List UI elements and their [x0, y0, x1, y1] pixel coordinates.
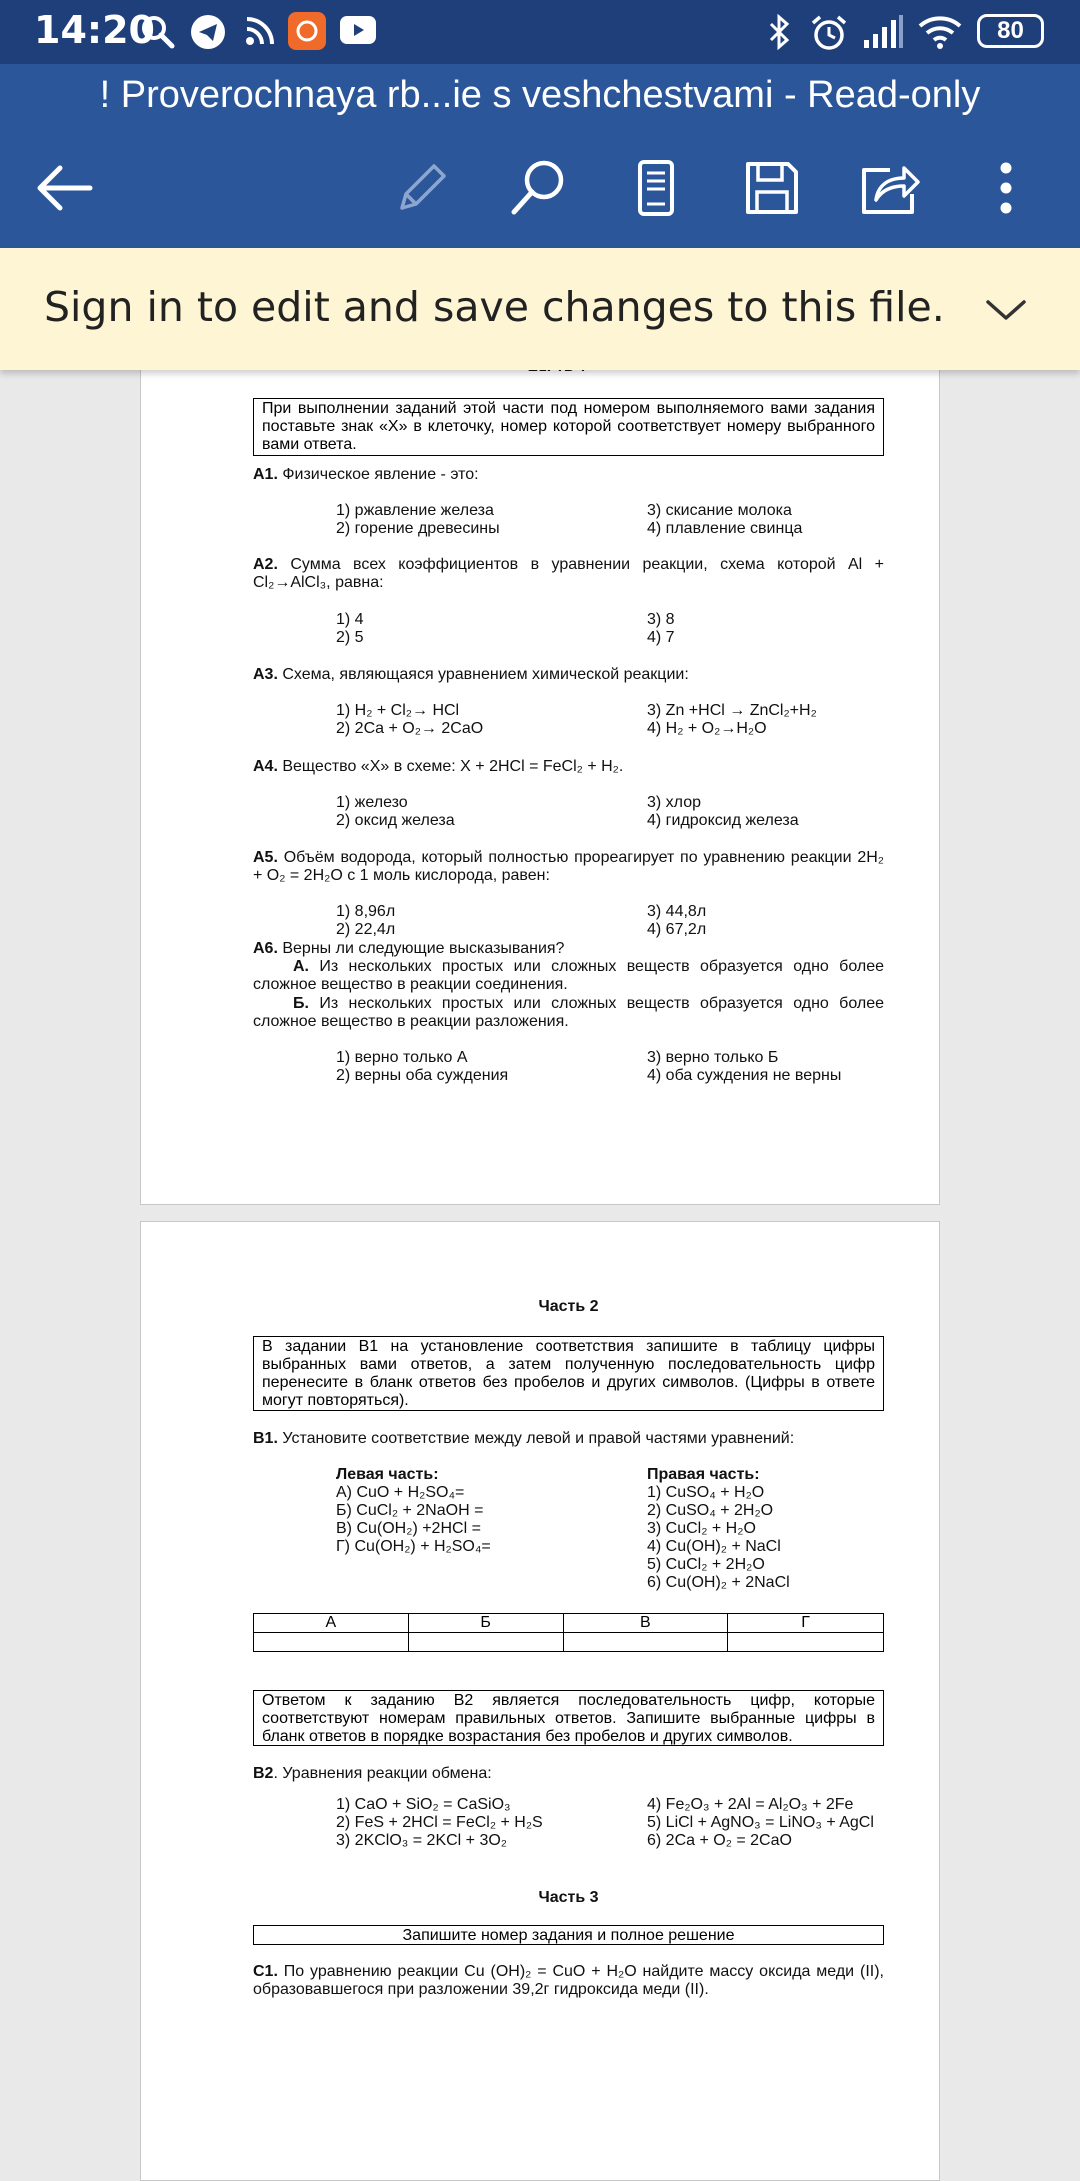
- alarm-icon: [810, 14, 848, 52]
- edit-button[interactable]: [384, 150, 460, 226]
- bluetooth-icon: [767, 14, 793, 50]
- search-icon: [140, 14, 176, 50]
- table-header-b: Б: [408, 1614, 563, 1633]
- a2-option-2: 2) 5: [336, 629, 364, 646]
- b1-left-4: Г) Cu(OH₂) + H₂SO₄=: [336, 1538, 491, 1555]
- arrow-left-icon: [34, 163, 94, 213]
- table-header-g: Г: [728, 1614, 884, 1633]
- a5-option-1: 1) 8,96л: [336, 903, 396, 920]
- wifi-icon: [918, 14, 962, 50]
- a1-option-4: 4) плавление свинца: [647, 520, 803, 537]
- save-button[interactable]: [734, 150, 810, 226]
- question-b2: В2. Уравнения реакции обмена:: [253, 1765, 492, 1782]
- a3-option-2: 2) 2Ca + O₂→ 2CaO: [336, 720, 484, 737]
- part1-instructions: При выполнении заданий этой части под номером выполняемого вами задания поставьте знак «Х» в клеточку, номер которой соответствует номеру выбранного вами ответа.: [253, 398, 884, 456]
- telegram-icon: [190, 14, 226, 50]
- answer-cell-v: [563, 1633, 728, 1652]
- share-icon: [860, 160, 920, 216]
- mobile-view-icon: [636, 159, 676, 217]
- b1-answer-table: [253, 1613, 884, 1652]
- b2-option-2: 2) FeS + 2HCl = FeCl₂ + H₂S: [336, 1814, 543, 1831]
- question-a6: А6. Верны ли следующие высказывания?: [253, 940, 565, 957]
- more-vertical-icon: [996, 160, 1016, 216]
- youtube-icon: [340, 16, 376, 44]
- a3-option-3: 3) Zn +HCl → ZnCl₂+H₂: [647, 702, 817, 719]
- b1-right-3: 3) CuCl₂ + H₂O: [647, 1520, 756, 1537]
- a5-option-3: 3) 44,8л: [647, 903, 707, 920]
- b1-right-1: 1) CuSO₄ + H₂O: [647, 1484, 765, 1501]
- a1-option-1: 1) ржавление железа: [336, 502, 494, 519]
- a2-option-1: 1) 4: [336, 611, 364, 628]
- status-time: 14:20: [34, 8, 155, 52]
- b1-right-2: 2) CuSO₄ + 2H₂O: [647, 1502, 774, 1519]
- a4-option-2: 2) оксид железа: [336, 812, 455, 829]
- b1-instructions: В задании В1 на установление соответствия запишите в таблицу цифры выбранных вами ответов, а затем полученную последовательность цифр перенесите в бланк ответов без пробелов и других символов. (Цифры в ответе могут повторяться).: [253, 1336, 884, 1411]
- a3-option-1: 1) H₂ + Cl₂→ HCl: [336, 702, 460, 719]
- b2-option-3: 3) 2KClO₃ = 2KCl + 3O₂: [336, 1832, 508, 1849]
- b1-left-title: Левая часть:: [336, 1466, 439, 1483]
- signin-banner-text: Sign in to edit and save changes to this file.: [44, 283, 945, 331]
- b1-right-6: 6) Cu(OH)₂ + 2NaCl: [647, 1574, 790, 1591]
- search-icon: [508, 158, 568, 218]
- part3-heading: Часть 3: [538, 1889, 599, 1906]
- b2-option-6: 6) 2Ca + O₂ = 2CaO: [647, 1832, 792, 1849]
- battery-indicator: 80: [977, 14, 1044, 48]
- b1-left-2: Б) CuCl₂ + 2NaOH =: [336, 1502, 484, 1519]
- a2-option-3: 3) 8: [647, 611, 675, 628]
- part3-instructions: Запишите номер задания и полное решение: [253, 1925, 884, 1945]
- reading-view-button[interactable]: [618, 150, 694, 226]
- a1-option-2: 2) горение древесины: [336, 520, 500, 537]
- a6-statement-a: А. Из нескольких простых или сложных веществ образуется одно более сложное вещество в реакции соединения.: [253, 958, 884, 993]
- pencil-icon: [394, 160, 450, 216]
- b1-right-4: 4) Cu(OH)₂ + NaCl: [647, 1538, 781, 1555]
- signal-icon: [862, 14, 904, 50]
- answer-cell-b: [408, 1633, 563, 1652]
- a1-option-3: 3) скисание молока: [647, 502, 792, 519]
- question-a2: А2. Сумма всех коэффициентов в уравнении реакции, схема которой Al + Cl₂→AlCl₃, равна:: [253, 556, 884, 591]
- share-button[interactable]: [852, 150, 928, 226]
- question-a3: А3. Схема, являющаяся уравнением химической реакции:: [253, 666, 689, 683]
- question-c1: С1. По уравнению реакции Cu (OH)₂ = CuO + H₂O найдите массу оксида меди (II), образовавшегося при разложении 39,2г гидроксида меди (II).: [253, 1963, 884, 1998]
- status-bar: [0, 0, 1080, 64]
- document-title: ! Proverochnaya rb...ie s veshchestvami - Read-only: [99, 74, 981, 116]
- a6-option-3: 3) верно только Б: [647, 1049, 779, 1066]
- a6-option-4: 4) оба суждения не верны: [647, 1067, 842, 1084]
- a5-option-4: 4) 67,2л: [647, 921, 707, 938]
- search-button[interactable]: [500, 150, 576, 226]
- signin-banner[interactable]: [0, 248, 1080, 370]
- a6-statement-b: Б. Из нескольких простых или сложных веществ образуется одно более сложное вещество в реакции разложения.: [253, 995, 885, 1030]
- a3-option-4: 4) H₂ + O₂→H₂O: [647, 720, 767, 737]
- b1-right-5: 5) CuCl₂ + 2H₂O: [647, 1556, 765, 1573]
- table-header-v: В: [563, 1614, 728, 1633]
- question-a4: А4. Вещество «Х» в схеме: Х + 2HCl = FeCl₂ + H₂.: [253, 758, 624, 775]
- table-header-a: А: [254, 1614, 409, 1633]
- floppy-disk-icon: [744, 160, 800, 216]
- answer-cell-a: [254, 1633, 409, 1652]
- b2-option-5: 5) LiCl + AgNO₃ = LiNO₃ + AgCl: [647, 1814, 874, 1831]
- a4-option-1: 1) железо: [336, 794, 408, 811]
- app-toolbar: [0, 64, 1080, 248]
- back-button[interactable]: [26, 150, 102, 226]
- a6-option-1: 1) верно только А: [336, 1049, 468, 1066]
- b2-option-4: 4) Fe₂O₃ + 2Al = Al₂O₃ + 2Fe: [647, 1796, 854, 1813]
- b1-left-3: В) Cu(OH₂) +2HCl =: [336, 1520, 481, 1537]
- a4-option-4: 4) гидроксид железа: [647, 812, 799, 829]
- question-b1: В1. Установите соответствие между левой и правой частями уравнений:: [253, 1430, 795, 1447]
- a2-option-4: 4) 7: [647, 629, 675, 646]
- app-notification-icon: [288, 12, 326, 50]
- a5-option-2: 2) 22,4л: [336, 921, 396, 938]
- b2-instructions: Ответом к заданию В2 является последовательность цифр, которые соответствуют номерам правильных ответов. Запишите выбранные цифры в бланк ответов в порядке возрастания без пробелов и других символов.: [253, 1690, 884, 1746]
- more-options-button[interactable]: [968, 150, 1044, 226]
- b1-left-1: А) CuO + H₂SO₄=: [336, 1484, 465, 1501]
- question-a5: А5. Объём водорода, который полностью прореагирует по уравнению реакции 2H₂ + O₂ = 2H₂O с 1 моль кислорода, равен:: [253, 849, 884, 884]
- rss-icon: [243, 14, 277, 48]
- chevron-down-icon[interactable]: [982, 290, 1030, 330]
- part2-heading: Часть 2: [538, 1298, 599, 1315]
- b2-option-1: 1) CaO + SiO₂ = CaSiO₃: [336, 1796, 511, 1813]
- b1-right-title: Правая часть:: [647, 1466, 760, 1483]
- a6-option-2: 2) верны оба суждения: [336, 1067, 509, 1084]
- answer-cell-g: [728, 1633, 884, 1652]
- a4-option-3: 3) хлор: [647, 794, 701, 811]
- question-a1: А1. Физическое явление - это:: [253, 466, 479, 483]
